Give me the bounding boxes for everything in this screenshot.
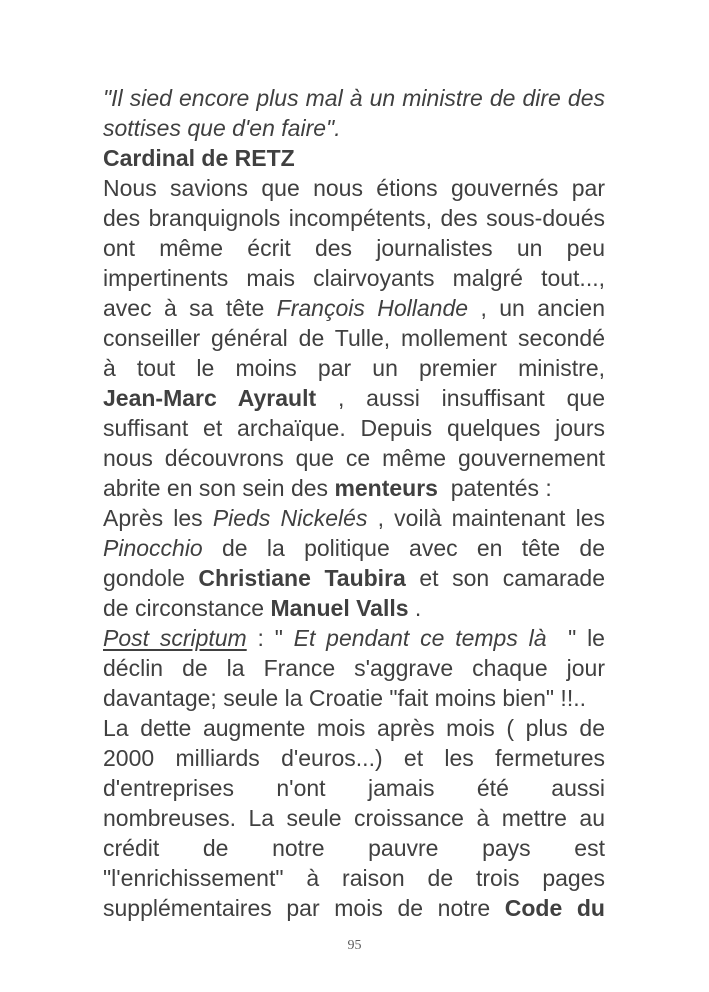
text-line: [103, 233, 605, 263]
text-segment: de la politique avec en tête de: [202, 535, 605, 561]
text-line: [103, 203, 605, 233]
bold-text: Manuel Valls: [270, 595, 409, 621]
text-line: [103, 143, 605, 173]
text-line: [103, 443, 605, 473]
text-segment: avec à sa tête: [103, 295, 277, 321]
italic-text: Et pendant ce temps là: [293, 625, 547, 651]
page-number-label: 95: [347, 938, 362, 953]
text-segment: des branquignols incompétents, des sous-doués: [103, 205, 605, 231]
text-line: [103, 293, 605, 323]
bold-text: Christiane Taubira: [198, 565, 406, 591]
text-segment: nous découvrons que ce même gouvernement: [103, 445, 605, 471]
text-segment: Nous savions que nous étions gouvernés par: [103, 175, 605, 201]
text-segment: suffisant et archaïque. Depuis quelques jours: [103, 415, 605, 441]
italic-text: "Il sied encore plus mal à un ministre de dire des: [103, 85, 605, 111]
text-line: [103, 533, 605, 563]
text-line: [103, 473, 605, 503]
text-line: [103, 683, 605, 713]
text-line: [103, 773, 605, 803]
text-line: [103, 383, 605, 413]
italic-text: Pieds Nickelés: [212, 505, 368, 531]
text-segment: 2000 milliards d'euros...) et les fermetures: [103, 745, 605, 771]
text-line: [103, 593, 605, 623]
text-line: [103, 353, 605, 383]
text-segment: , aussi insuffisant que: [316, 385, 605, 411]
text-segment: de circonstance: [103, 595, 271, 621]
text-line: [103, 893, 605, 923]
text-segment: .: [408, 595, 422, 621]
text-line: [103, 833, 605, 863]
text-segment: impertinents mais clairvoyants malgré tout...,: [103, 265, 605, 291]
text-segment: Après les: [103, 505, 213, 531]
text-line: [103, 653, 605, 683]
bold-text: Cardinal de RETZ: [103, 145, 295, 171]
text-segment: déclin de la France s'aggrave chaque jour: [103, 655, 605, 681]
text-line: [103, 113, 605, 143]
bold-text: Code du: [504, 895, 605, 921]
body-text: [103, 83, 605, 923]
text-line: [103, 413, 605, 443]
italic-text: François Hollande: [276, 295, 469, 321]
text-line: [103, 623, 605, 653]
text-line: [103, 563, 605, 593]
text-line: [103, 173, 605, 203]
text-segment: gondole: [103, 565, 199, 591]
text-segment: "l'enrichissement" à raison de trois pages: [103, 865, 605, 891]
italic-text: sottises que d'en faire".: [103, 115, 341, 141]
text-segment: abrite en son sein des: [103, 475, 335, 501]
text-segment: " le: [546, 625, 605, 651]
text-line: [103, 503, 605, 533]
text-segment: : ": [246, 625, 294, 651]
text-line: [103, 743, 605, 773]
text-line: [103, 323, 605, 353]
bold-text: Jean-Marc Ayrault: [103, 385, 317, 411]
text-segment: et son camarade: [405, 565, 606, 591]
text-segment: conseiller général de Tulle, mollement secondé: [103, 325, 605, 351]
text-line: [103, 713, 605, 743]
text-segment: ont même écrit des journalistes un peu: [103, 235, 605, 261]
text-line: [103, 83, 605, 113]
text-segment: La dette augmente mois après mois ( plus de: [103, 715, 605, 741]
text-segment: supplémentaires par mois de notre: [103, 895, 505, 921]
text-segment: davantage; seule la Croatie "fait moins bien" !!..: [103, 685, 586, 711]
text-segment: , voilà maintenant les: [367, 505, 606, 531]
text-segment: d'entreprises n'ont jamais été aussi: [103, 775, 605, 801]
text-segment: nombreuses. La seule croissance à mettre au: [103, 805, 605, 831]
text-line: [103, 263, 605, 293]
text-segment: , un ancien: [468, 295, 606, 321]
bold-text: menteurs: [334, 475, 438, 501]
text-segment: crédit de notre pauvre pays est: [103, 835, 605, 861]
text-segment: patentés :: [437, 475, 552, 501]
text-line: [103, 803, 605, 833]
italic-text: Pinocchio: [103, 535, 203, 561]
italic-text: Post scriptum: [103, 625, 247, 651]
text-segment: à tout le moins par un premier ministre,: [103, 355, 605, 381]
text-line: [103, 863, 605, 893]
